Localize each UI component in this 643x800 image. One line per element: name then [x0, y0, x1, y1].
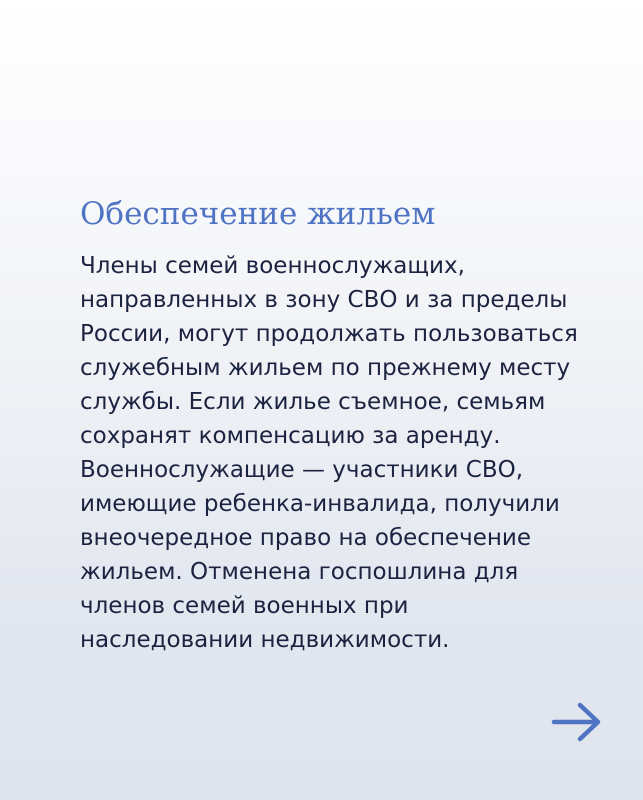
body-line: наследовании недвижимости. [80, 627, 450, 653]
body-line: служебным жильем по прежнему месту [80, 355, 571, 381]
body-line: жильем. Отменена госпошлина для [80, 559, 519, 585]
slide-body-text [80, 249, 610, 657]
arrow-right-icon-path [554, 705, 598, 739]
body-line: сохранят компенсацию за аренду. [80, 423, 501, 449]
next-slide-button[interactable] [550, 700, 604, 744]
body-line: России, могут продолжать пользоваться [80, 321, 578, 347]
body-line: Члены семей военнослужащих, [80, 253, 465, 279]
body-line: имеющие ребенка-инвалида, получили [80, 491, 560, 517]
body-line: внеочередное право на обеспечение [80, 525, 532, 551]
body-line: службы. Если жилье съемное, семьям [80, 389, 546, 415]
slide-title: Обеспечение жильем [80, 196, 436, 232]
body-line: направленных в зону СВО и за пределы [80, 287, 568, 313]
body-line: членов семей военных при [80, 593, 409, 619]
arrow-right-icon [550, 700, 604, 744]
body-line: Военнослужащие — участники СВО, [80, 457, 524, 483]
